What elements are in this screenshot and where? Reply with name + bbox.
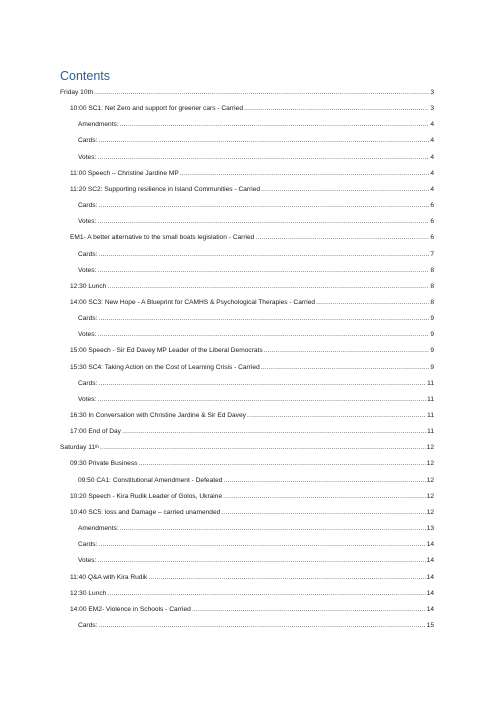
toc-entry-page-number: 11 (427, 395, 434, 403)
toc-entry-page-number: 14 (426, 541, 434, 549)
toc-entry-page-number: 6 (430, 202, 434, 210)
toc-entry-page-number: 12 (426, 492, 434, 500)
dot-leader (97, 154, 429, 162)
toc-entry[interactable] (70, 424, 434, 436)
toc-entry-page-number: 14 (426, 605, 434, 613)
toc-entry-title: Cards: (78, 250, 98, 258)
toc-entry[interactable] (78, 553, 434, 565)
toc-entry[interactable] (78, 376, 434, 388)
dot-leader (107, 590, 425, 598)
toc-entry-page-number: 11 (427, 428, 434, 436)
dot-leader (98, 622, 425, 630)
toc-entry-page-number: 13 (426, 525, 434, 533)
toc-entry[interactable] (70, 182, 434, 194)
toc-entry-title: 11:20 SC2: Supporting resilience in Island Communities - Carried (70, 185, 261, 193)
toc-entry[interactable] (78, 327, 434, 339)
dot-leader (107, 283, 429, 291)
dot-leader (316, 299, 429, 307)
toc-entry-superscript: th (95, 444, 99, 450)
toc-entry[interactable] (70, 295, 434, 307)
toc-entry[interactable] (78, 473, 434, 485)
dot-leader (221, 509, 425, 517)
dot-leader (97, 396, 426, 404)
toc-entry-title: Votes: (78, 153, 97, 161)
dot-leader (98, 380, 426, 388)
toc-entry-title: Amendments: (78, 525, 119, 533)
toc-entry-title: Votes: (78, 218, 97, 226)
toc-entry-page-number: 4 (430, 153, 434, 161)
toc-entry[interactable] (70, 586, 434, 598)
toc-entry-page-number: 12 (426, 460, 434, 468)
toc-entry-page-number: 6 (430, 218, 434, 226)
toc-entry-title: 17:00 End of Day (70, 428, 121, 436)
toc-entry[interactable] (78, 150, 434, 162)
toc-entry-title: Cards: (78, 202, 98, 210)
toc-entry-title: Amendments: (78, 121, 119, 129)
toc-entry[interactable] (70, 489, 434, 501)
dot-leader (98, 541, 425, 549)
toc-entry[interactable] (70, 408, 434, 420)
toc-entry-page-number: 6 (430, 234, 434, 242)
toc-entry-page-number: 9 (430, 363, 434, 371)
dot-leader (223, 493, 426, 501)
toc-entry[interactable] (78, 198, 434, 210)
dot-leader (98, 137, 429, 145)
dot-leader (122, 428, 426, 436)
toc-entry-page-number: 11 (427, 412, 434, 419)
dot-leader (100, 444, 426, 452)
toc-entry[interactable] (78, 263, 434, 275)
toc-entry-page-number: 4 (430, 121, 434, 129)
toc-entry[interactable] (70, 343, 434, 355)
toc-entry[interactable] (78, 618, 434, 630)
dot-leader (244, 105, 429, 113)
toc-entry-title: 14:00 SC3: New Hope - A Blueprint for CAMHS & Psychological Therapies - Carried (70, 298, 316, 306)
toc-entry[interactable] (78, 537, 434, 549)
toc-entry-title: 09:30 Private Business (70, 460, 138, 468)
toc-entry-page-number: 3 (430, 105, 434, 113)
toc-entry-title: Cards: (78, 379, 98, 387)
toc-entry[interactable] (70, 456, 434, 468)
toc-entry[interactable] (60, 85, 434, 97)
toc-entry-title: Cards: (78, 137, 98, 145)
toc-entry-page-number: 8 (430, 298, 434, 306)
toc-entry-title: Votes: (78, 331, 97, 339)
toc-entry-page-number: 14 (426, 573, 434, 581)
dot-leader (97, 557, 425, 565)
toc-entry-title: 09:50 CA1: Constitutional Amendment - Defeated (78, 476, 223, 484)
toc-entry-title: 16:30 In Conversation with Christine Jardine & Sir Ed Davey (70, 412, 246, 419)
toc-entry-title: EM1- A better alternative to the small boats legislation - Carried (70, 234, 255, 242)
dot-leader (97, 267, 429, 275)
toc-entry-page-number: 4 (430, 137, 434, 145)
dot-leader (261, 364, 430, 372)
dot-leader (247, 412, 426, 420)
dot-leader (98, 202, 429, 210)
toc-entry-title: 14:00 EM2- Violence in Schools - Carried (70, 605, 191, 613)
toc-entry-title: 10:20 Speech - Kira Rudik Leader of Golos, Ukraine (70, 492, 223, 500)
toc-entry-page-number: 8 (430, 282, 434, 290)
toc-entry-page-number: 14 (426, 557, 434, 565)
toc-entry-page-number: 3 (430, 89, 434, 96)
toc-entry-page-number: 15 (426, 621, 434, 629)
toc-entry[interactable] (78, 133, 434, 145)
toc-entry-title: Votes: (78, 557, 97, 565)
toc-entry[interactable] (78, 521, 434, 533)
toc-entry-title: Votes: (78, 395, 97, 403)
toc-entry-page-number: 14 (426, 589, 434, 597)
toc-entry[interactable] (70, 570, 434, 582)
toc-entry-page-number: 8 (430, 266, 434, 274)
toc-entry-title: 12:30 Lunch (70, 282, 107, 290)
toc-entry-page-number: 7 (430, 250, 434, 258)
toc-entry[interactable] (78, 117, 434, 129)
toc-entry[interactable] (70, 166, 434, 178)
toc-entry[interactable] (70, 602, 434, 614)
toc-entry-title: 11:40 Q&A with Kira Rudik (70, 573, 148, 581)
toc-entry-page-number: 12 (426, 444, 434, 452)
toc-entry-title: Votes: (78, 266, 97, 274)
toc-entry[interactable] (78, 247, 434, 259)
dot-leader (255, 234, 429, 242)
toc-entry-title: 15:00 Speech - Sir Ed Davey MP Leader of the Liberal Democrats (70, 347, 263, 355)
dot-leader (120, 121, 430, 129)
toc-entry[interactable] (70, 230, 434, 242)
toc-entry-title: Cards: (78, 621, 98, 629)
dot-leader (180, 170, 430, 178)
toc-entry-page-number: 11 (427, 379, 434, 387)
toc-entry-title: Saturday 11th (60, 444, 99, 452)
dot-leader (94, 89, 429, 97)
dot-leader (98, 315, 429, 323)
toc-entry-title: 12:30 Lunch (70, 589, 107, 597)
contents-heading: Contents (60, 69, 111, 83)
toc-entry-title: 15:30 SC4: Taking Action on the Cost of Learning Crisis - Carried (70, 363, 260, 371)
toc-entry[interactable] (78, 311, 434, 323)
toc-entry-title: 10:00 SC1: Net Zero and support for greener cars - Carried (70, 105, 243, 113)
dot-leader (148, 574, 425, 582)
dot-leader (192, 606, 426, 614)
dot-leader (98, 251, 429, 259)
toc-entry-title: Friday 10th (60, 89, 93, 96)
toc-entry-title: 10:40 SC5: loss and Damage – carried unamended (70, 508, 221, 516)
dot-leader (261, 186, 429, 194)
dot-leader (264, 347, 430, 355)
toc-entry-page-number: 9 (430, 331, 434, 339)
toc-entry-page-number: 4 (430, 185, 434, 193)
dot-leader (223, 477, 425, 485)
toc-entry[interactable] (70, 279, 434, 291)
toc-entry-title: Cards: (78, 315, 98, 323)
toc-entry-title: Cards: (78, 541, 98, 549)
toc-entry[interactable] (60, 440, 434, 452)
toc-entry-title: 11:00 Speech – Christine Jardine MP (70, 169, 179, 177)
dot-leader (138, 460, 425, 468)
toc-entry-page-number: 12 (426, 508, 434, 516)
toc-entry-page-number: 4 (430, 169, 434, 177)
toc-entry[interactable] (70, 505, 434, 517)
toc-entry-page-number: 9 (430, 347, 434, 355)
dot-leader (120, 525, 426, 533)
dot-leader (97, 218, 429, 226)
dot-leader (97, 331, 429, 339)
toc-entry[interactable] (78, 214, 434, 226)
toc-entry[interactable] (78, 392, 434, 404)
toc-entry-page-number: 9 (430, 315, 434, 323)
toc-entry[interactable] (70, 360, 434, 372)
toc-entry[interactable] (70, 101, 434, 113)
toc-entry-page-number: 12 (426, 476, 434, 484)
